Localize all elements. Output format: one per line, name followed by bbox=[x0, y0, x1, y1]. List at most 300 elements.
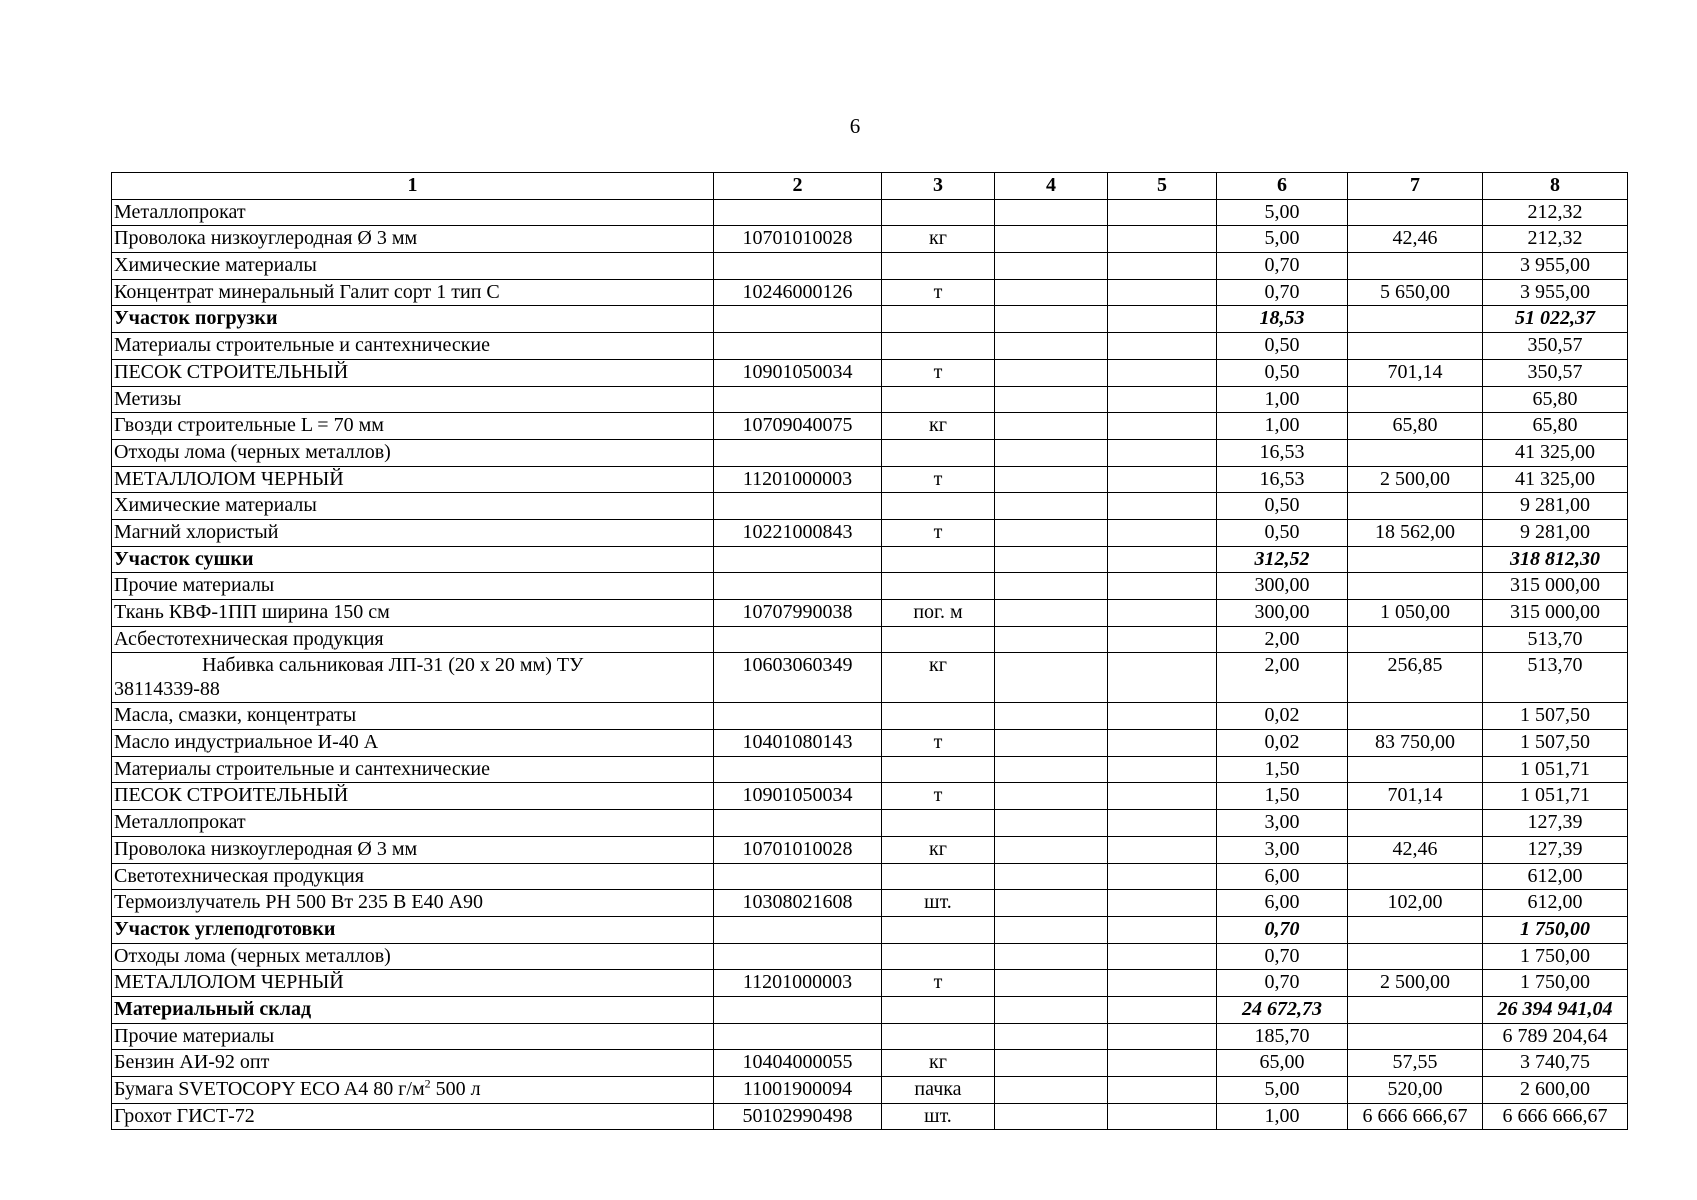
col5-cell bbox=[1108, 333, 1217, 360]
unit-cell bbox=[882, 810, 995, 837]
unit-cell: шт. bbox=[882, 890, 995, 917]
code-cell bbox=[714, 573, 882, 600]
col4-cell bbox=[995, 730, 1108, 757]
price-cell bbox=[1348, 199, 1483, 226]
quantity-cell: 3,00 bbox=[1217, 810, 1348, 837]
code-cell: 10603060349 bbox=[714, 653, 882, 703]
col4-cell bbox=[995, 306, 1108, 333]
group-row bbox=[112, 573, 1628, 600]
sum-cell: 9 281,00 bbox=[1483, 519, 1628, 546]
price-cell bbox=[1348, 863, 1483, 890]
code-cell bbox=[714, 199, 882, 226]
col5-cell bbox=[1108, 890, 1217, 917]
price-cell bbox=[1348, 573, 1483, 600]
header-cell: 3 bbox=[882, 173, 995, 200]
sum-cell: 9 281,00 bbox=[1483, 493, 1628, 520]
sum-cell: 1 750,00 bbox=[1483, 943, 1628, 970]
unit-cell: пог. м bbox=[882, 600, 995, 627]
price-cell: 2 500,00 bbox=[1348, 466, 1483, 493]
quantity-cell: 2,00 bbox=[1217, 653, 1348, 703]
col5-cell bbox=[1108, 493, 1217, 520]
unit-cell bbox=[882, 386, 995, 413]
col5-cell bbox=[1108, 226, 1217, 253]
col5-cell bbox=[1108, 756, 1217, 783]
col5-cell bbox=[1108, 359, 1217, 386]
col5-cell bbox=[1108, 466, 1217, 493]
quantity-cell: 5,00 bbox=[1217, 226, 1348, 253]
quantity-cell: 312,52 bbox=[1217, 546, 1348, 573]
unit-cell: кг bbox=[882, 226, 995, 253]
price-cell: 83 750,00 bbox=[1348, 730, 1483, 757]
name-line-1: Набивка сальниковая ЛП-31 (20 х 20 мм) ТУ bbox=[202, 654, 584, 677]
col5-cell bbox=[1108, 519, 1217, 546]
section-row bbox=[112, 546, 1628, 573]
name-cell: ПЕСОК СТРОИТЕЛЬНЫЙ bbox=[112, 359, 714, 386]
sum-cell: 6 666 666,67 bbox=[1483, 1103, 1628, 1130]
col5-cell bbox=[1108, 916, 1217, 943]
col5-cell bbox=[1108, 996, 1217, 1023]
code-cell bbox=[714, 943, 882, 970]
group-row bbox=[112, 756, 1628, 783]
item-row bbox=[112, 359, 1628, 386]
item-row bbox=[112, 519, 1628, 546]
col4-cell bbox=[995, 810, 1108, 837]
price-cell: 57,55 bbox=[1348, 1050, 1483, 1077]
name-cell: Гвозди строительные L = 70 мм bbox=[112, 413, 714, 440]
unit-cell bbox=[882, 943, 995, 970]
price-cell bbox=[1348, 996, 1483, 1023]
code-cell: 50102990498 bbox=[714, 1103, 882, 1130]
name-cell: Грохот ГИСТ-72 bbox=[112, 1103, 714, 1130]
item-row bbox=[112, 600, 1628, 627]
code-cell: 10709040075 bbox=[714, 413, 882, 440]
item-row bbox=[112, 730, 1628, 757]
quantity-cell: 300,00 bbox=[1217, 573, 1348, 600]
code-cell: 10404000055 bbox=[714, 1050, 882, 1077]
item-row bbox=[112, 970, 1628, 997]
price-cell: 2 500,00 bbox=[1348, 970, 1483, 997]
col4-cell bbox=[995, 199, 1108, 226]
col4-cell bbox=[995, 1023, 1108, 1050]
sum-cell: 41 325,00 bbox=[1483, 439, 1628, 466]
sum-cell: 26 394 941,04 bbox=[1483, 996, 1628, 1023]
col5-cell bbox=[1108, 810, 1217, 837]
sum-cell: 3 740,75 bbox=[1483, 1050, 1628, 1077]
quantity-cell: 0,50 bbox=[1217, 333, 1348, 360]
name-cell: Прочие материалы bbox=[112, 1023, 714, 1050]
price-cell bbox=[1348, 626, 1483, 653]
sum-cell: 612,00 bbox=[1483, 890, 1628, 917]
unit-cell: шт. bbox=[882, 1103, 995, 1130]
code-cell bbox=[714, 996, 882, 1023]
sum-cell: 6 789 204,64 bbox=[1483, 1023, 1628, 1050]
price-cell bbox=[1348, 306, 1483, 333]
col4-cell bbox=[995, 863, 1108, 890]
quantity-cell: 5,00 bbox=[1217, 199, 1348, 226]
table-body bbox=[112, 199, 1628, 1130]
price-cell bbox=[1348, 493, 1483, 520]
name-cell: Масла, смазки, концентраты bbox=[112, 703, 714, 730]
header-cell: 5 bbox=[1108, 173, 1217, 200]
sum-cell: 65,80 bbox=[1483, 386, 1628, 413]
col5-cell bbox=[1108, 1023, 1217, 1050]
name-cell: ПЕСОК СТРОИТЕЛЬНЫЙ bbox=[112, 783, 714, 810]
unit-cell bbox=[882, 306, 995, 333]
unit-cell: т bbox=[882, 783, 995, 810]
sum-cell: 1 507,50 bbox=[1483, 730, 1628, 757]
quantity-cell: 3,00 bbox=[1217, 836, 1348, 863]
group-row bbox=[112, 253, 1628, 280]
col4-cell bbox=[995, 573, 1108, 600]
superscript: 2 bbox=[424, 1076, 431, 1091]
group-row bbox=[112, 199, 1628, 226]
item-row bbox=[112, 226, 1628, 253]
header-cell: 8 bbox=[1483, 173, 1628, 200]
col5-cell bbox=[1108, 730, 1217, 757]
price-cell bbox=[1348, 546, 1483, 573]
quantity-cell: 18,53 bbox=[1217, 306, 1348, 333]
page-number: 6 bbox=[849, 114, 861, 138]
sum-cell: 315 000,00 bbox=[1483, 573, 1628, 600]
name-cell bbox=[112, 653, 714, 703]
unit-cell bbox=[882, 199, 995, 226]
item-row bbox=[112, 279, 1628, 306]
col5-cell bbox=[1108, 253, 1217, 280]
col5-cell bbox=[1108, 439, 1217, 466]
col5-cell bbox=[1108, 279, 1217, 306]
section-row bbox=[112, 306, 1628, 333]
quantity-cell: 185,70 bbox=[1217, 1023, 1348, 1050]
col4-cell bbox=[995, 386, 1108, 413]
col4-cell bbox=[995, 836, 1108, 863]
code-cell bbox=[714, 493, 882, 520]
quantity-cell: 0,02 bbox=[1217, 730, 1348, 757]
quantity-cell: 0,50 bbox=[1217, 493, 1348, 520]
quantity-cell: 0,50 bbox=[1217, 519, 1348, 546]
price-cell: 256,85 bbox=[1348, 653, 1483, 703]
col5-cell bbox=[1108, 626, 1217, 653]
col4-cell bbox=[995, 703, 1108, 730]
quantity-cell: 0,02 bbox=[1217, 703, 1348, 730]
unit-cell: кг bbox=[882, 653, 995, 703]
col5-cell bbox=[1108, 703, 1217, 730]
col4-cell bbox=[995, 466, 1108, 493]
code-cell: 10707990038 bbox=[714, 600, 882, 627]
col4-cell bbox=[995, 359, 1108, 386]
code-cell: 10308021608 bbox=[714, 890, 882, 917]
item-row bbox=[112, 1103, 1628, 1130]
quantity-cell: 6,00 bbox=[1217, 890, 1348, 917]
sum-cell: 127,39 bbox=[1483, 810, 1628, 837]
price-cell: 65,80 bbox=[1348, 413, 1483, 440]
name-cell: Участок углеподготовки bbox=[112, 916, 714, 943]
code-cell bbox=[714, 546, 882, 573]
sum-cell: 1 750,00 bbox=[1483, 970, 1628, 997]
code-cell: 10701010028 bbox=[714, 836, 882, 863]
item-row bbox=[112, 653, 1628, 703]
code-cell: 10401080143 bbox=[714, 730, 882, 757]
col5-cell bbox=[1108, 970, 1217, 997]
price-cell: 42,46 bbox=[1348, 836, 1483, 863]
col5-cell bbox=[1108, 863, 1217, 890]
unit-cell: кг bbox=[882, 1050, 995, 1077]
col5-cell bbox=[1108, 546, 1217, 573]
code-cell bbox=[714, 626, 882, 653]
col4-cell bbox=[995, 546, 1108, 573]
group-row bbox=[112, 386, 1628, 413]
quantity-cell: 0,70 bbox=[1217, 916, 1348, 943]
sum-cell: 318 812,30 bbox=[1483, 546, 1628, 573]
materials-table bbox=[111, 172, 1628, 1130]
unit-cell: кг bbox=[882, 836, 995, 863]
quantity-cell: 6,00 bbox=[1217, 863, 1348, 890]
col5-cell bbox=[1108, 386, 1217, 413]
unit-cell bbox=[882, 546, 995, 573]
sum-cell: 513,70 bbox=[1483, 626, 1628, 653]
code-cell bbox=[714, 253, 882, 280]
col4-cell bbox=[995, 970, 1108, 997]
col4-cell bbox=[995, 1050, 1108, 1077]
name-cell: Концентрат минеральный Галит сорт 1 тип С bbox=[112, 279, 714, 306]
unit-cell bbox=[882, 996, 995, 1023]
col5-cell bbox=[1108, 600, 1217, 627]
col4-cell bbox=[995, 600, 1108, 627]
unit-cell: т bbox=[882, 359, 995, 386]
sum-cell: 41 325,00 bbox=[1483, 466, 1628, 493]
col5-cell bbox=[1108, 413, 1217, 440]
quantity-cell: 1,00 bbox=[1217, 413, 1348, 440]
header-cell: 1 bbox=[112, 173, 714, 200]
header-cell: 6 bbox=[1217, 173, 1348, 200]
col4-cell bbox=[995, 253, 1108, 280]
sum-cell: 51 022,37 bbox=[1483, 306, 1628, 333]
col4-cell bbox=[995, 439, 1108, 466]
group-row bbox=[112, 333, 1628, 360]
quantity-cell: 0,70 bbox=[1217, 253, 1348, 280]
quantity-cell: 16,53 bbox=[1217, 439, 1348, 466]
name-cell: Отходы лома (черных металлов) bbox=[112, 439, 714, 466]
col4-cell bbox=[995, 1077, 1108, 1104]
code-cell bbox=[714, 916, 882, 943]
code-cell: 11001900094 bbox=[714, 1077, 882, 1104]
name-tail: 500 л bbox=[430, 1078, 481, 1100]
price-cell: 5 650,00 bbox=[1348, 279, 1483, 306]
code-cell bbox=[714, 756, 882, 783]
header-cell: 7 bbox=[1348, 173, 1483, 200]
sum-cell: 3 955,00 bbox=[1483, 279, 1628, 306]
group-row bbox=[112, 1023, 1628, 1050]
quantity-cell: 1,00 bbox=[1217, 386, 1348, 413]
name-cell: Бензин АИ-92 опт bbox=[112, 1050, 714, 1077]
col4-cell bbox=[995, 996, 1108, 1023]
sum-cell: 350,57 bbox=[1483, 359, 1628, 386]
name-cell: Отходы лома (черных металлов) bbox=[112, 943, 714, 970]
sum-cell: 1 051,71 bbox=[1483, 756, 1628, 783]
price-cell bbox=[1348, 1023, 1483, 1050]
price-cell bbox=[1348, 943, 1483, 970]
unit-cell: т bbox=[882, 279, 995, 306]
quantity-cell: 300,00 bbox=[1217, 600, 1348, 627]
name-cell: Материальный склад bbox=[112, 996, 714, 1023]
col4-cell bbox=[995, 890, 1108, 917]
sum-cell: 513,70 bbox=[1483, 653, 1628, 703]
code-cell bbox=[714, 386, 882, 413]
col4-cell bbox=[995, 493, 1108, 520]
sum-cell: 315 000,00 bbox=[1483, 600, 1628, 627]
item-row bbox=[112, 890, 1628, 917]
unit-cell: кг bbox=[882, 413, 995, 440]
quantity-cell: 1,50 bbox=[1217, 756, 1348, 783]
code-cell: 10901050034 bbox=[714, 359, 882, 386]
section-row bbox=[112, 996, 1628, 1023]
name-cell: Термоизлучатель РН 500 Вт 235 В Е40 А90 bbox=[112, 890, 714, 917]
unit-cell bbox=[882, 756, 995, 783]
sum-cell: 1 507,50 bbox=[1483, 703, 1628, 730]
price-cell bbox=[1348, 756, 1483, 783]
price-cell bbox=[1348, 916, 1483, 943]
unit-cell bbox=[882, 333, 995, 360]
unit-cell bbox=[882, 703, 995, 730]
item-row bbox=[112, 836, 1628, 863]
price-cell: 520,00 bbox=[1348, 1077, 1483, 1104]
name-cell: Асбестотехническая продукция bbox=[112, 626, 714, 653]
col5-cell bbox=[1108, 306, 1217, 333]
item-row bbox=[112, 783, 1628, 810]
price-cell: 102,00 bbox=[1348, 890, 1483, 917]
col4-cell bbox=[995, 279, 1108, 306]
code-cell: 10221000843 bbox=[714, 519, 882, 546]
col4-cell bbox=[995, 943, 1108, 970]
group-row bbox=[112, 439, 1628, 466]
group-row bbox=[112, 493, 1628, 520]
group-row bbox=[112, 863, 1628, 890]
name-cell: МЕТАЛЛОЛОМ ЧЕРНЫЙ bbox=[112, 970, 714, 997]
header-cell: 4 bbox=[995, 173, 1108, 200]
unit-cell: т bbox=[882, 970, 995, 997]
quantity-cell: 0,70 bbox=[1217, 279, 1348, 306]
unit-cell: т bbox=[882, 466, 995, 493]
code-cell bbox=[714, 703, 882, 730]
header-cell: 2 bbox=[714, 173, 882, 200]
name-cell: Химические материалы bbox=[112, 253, 714, 280]
name-cell bbox=[112, 1077, 714, 1104]
name-cell: Метизы bbox=[112, 386, 714, 413]
name-cell: Металлопрокат bbox=[112, 810, 714, 837]
name-cell: Масло индустриальное И-40 А bbox=[112, 730, 714, 757]
sum-cell: 212,32 bbox=[1483, 226, 1628, 253]
group-row bbox=[112, 626, 1628, 653]
col5-cell bbox=[1108, 573, 1217, 600]
sum-cell: 3 955,00 bbox=[1483, 253, 1628, 280]
col4-cell bbox=[995, 756, 1108, 783]
unit-cell bbox=[882, 626, 995, 653]
price-cell: 42,46 bbox=[1348, 226, 1483, 253]
col4-cell bbox=[995, 626, 1108, 653]
group-row bbox=[112, 810, 1628, 837]
code-cell bbox=[714, 1023, 882, 1050]
col5-cell bbox=[1108, 653, 1217, 703]
item-row bbox=[112, 1077, 1628, 1104]
col4-cell bbox=[995, 1103, 1108, 1130]
quantity-cell: 0,70 bbox=[1217, 943, 1348, 970]
group-row bbox=[112, 703, 1628, 730]
code-cell bbox=[714, 863, 882, 890]
quantity-cell: 0,70 bbox=[1217, 970, 1348, 997]
col5-cell bbox=[1108, 1050, 1217, 1077]
name-cell: Светотехническая продукция bbox=[112, 863, 714, 890]
unit-cell bbox=[882, 1023, 995, 1050]
name-cell: Участок сушки bbox=[112, 546, 714, 573]
code-cell: 10246000126 bbox=[714, 279, 882, 306]
unit-cell bbox=[882, 253, 995, 280]
price-cell: 6 666 666,67 bbox=[1348, 1103, 1483, 1130]
sum-cell: 212,32 bbox=[1483, 199, 1628, 226]
price-cell bbox=[1348, 253, 1483, 280]
name-cell: Материалы строительные и сантехнические bbox=[112, 756, 714, 783]
price-cell: 701,14 bbox=[1348, 359, 1483, 386]
item-row bbox=[112, 466, 1628, 493]
quantity-cell: 24 672,73 bbox=[1217, 996, 1348, 1023]
col5-cell bbox=[1108, 943, 1217, 970]
item-row bbox=[112, 1050, 1628, 1077]
code-cell bbox=[714, 333, 882, 360]
name-line-2: 38114339-88 bbox=[114, 678, 220, 701]
col5-cell bbox=[1108, 783, 1217, 810]
name-cell: Магний хлористый bbox=[112, 519, 714, 546]
col5-cell bbox=[1108, 1077, 1217, 1104]
unit-cell: т bbox=[882, 519, 995, 546]
code-cell bbox=[714, 306, 882, 333]
sum-cell: 350,57 bbox=[1483, 333, 1628, 360]
unit-cell bbox=[882, 863, 995, 890]
col4-cell bbox=[995, 226, 1108, 253]
price-cell: 18 562,00 bbox=[1348, 519, 1483, 546]
unit-cell: т bbox=[882, 730, 995, 757]
code-cell: 10901050034 bbox=[714, 783, 882, 810]
quantity-cell: 5,00 bbox=[1217, 1077, 1348, 1104]
sum-cell: 127,39 bbox=[1483, 836, 1628, 863]
quantity-cell: 1,00 bbox=[1217, 1103, 1348, 1130]
name-text: Бумага SVETOCOPY ECO A4 80 г/м bbox=[114, 1078, 425, 1100]
section-row bbox=[112, 916, 1628, 943]
item-row bbox=[112, 413, 1628, 440]
col5-cell bbox=[1108, 1103, 1217, 1130]
col4-cell bbox=[995, 333, 1108, 360]
sum-cell: 65,80 bbox=[1483, 413, 1628, 440]
col4-cell bbox=[995, 783, 1108, 810]
unit-cell bbox=[882, 439, 995, 466]
quantity-cell: 2,00 bbox=[1217, 626, 1348, 653]
col4-cell bbox=[995, 653, 1108, 703]
code-cell bbox=[714, 810, 882, 837]
col5-cell bbox=[1108, 199, 1217, 226]
sum-cell: 1 750,00 bbox=[1483, 916, 1628, 943]
price-cell bbox=[1348, 703, 1483, 730]
sum-cell: 2 600,00 bbox=[1483, 1077, 1628, 1104]
group-row bbox=[112, 943, 1628, 970]
sum-cell: 612,00 bbox=[1483, 863, 1628, 890]
name-cell: Материалы строительные и сантехнические bbox=[112, 333, 714, 360]
quantity-cell: 0,50 bbox=[1217, 359, 1348, 386]
col4-cell bbox=[995, 916, 1108, 943]
price-cell bbox=[1348, 333, 1483, 360]
name-cell: Проволока низкоуглеродная Ø 3 мм bbox=[112, 226, 714, 253]
col5-cell bbox=[1108, 836, 1217, 863]
code-cell bbox=[714, 439, 882, 466]
code-cell: 10701010028 bbox=[714, 226, 882, 253]
name-cell: Проволока низкоуглеродная Ø 3 мм bbox=[112, 836, 714, 863]
name-cell: Ткань КВФ-1ПП ширина 150 см bbox=[112, 600, 714, 627]
